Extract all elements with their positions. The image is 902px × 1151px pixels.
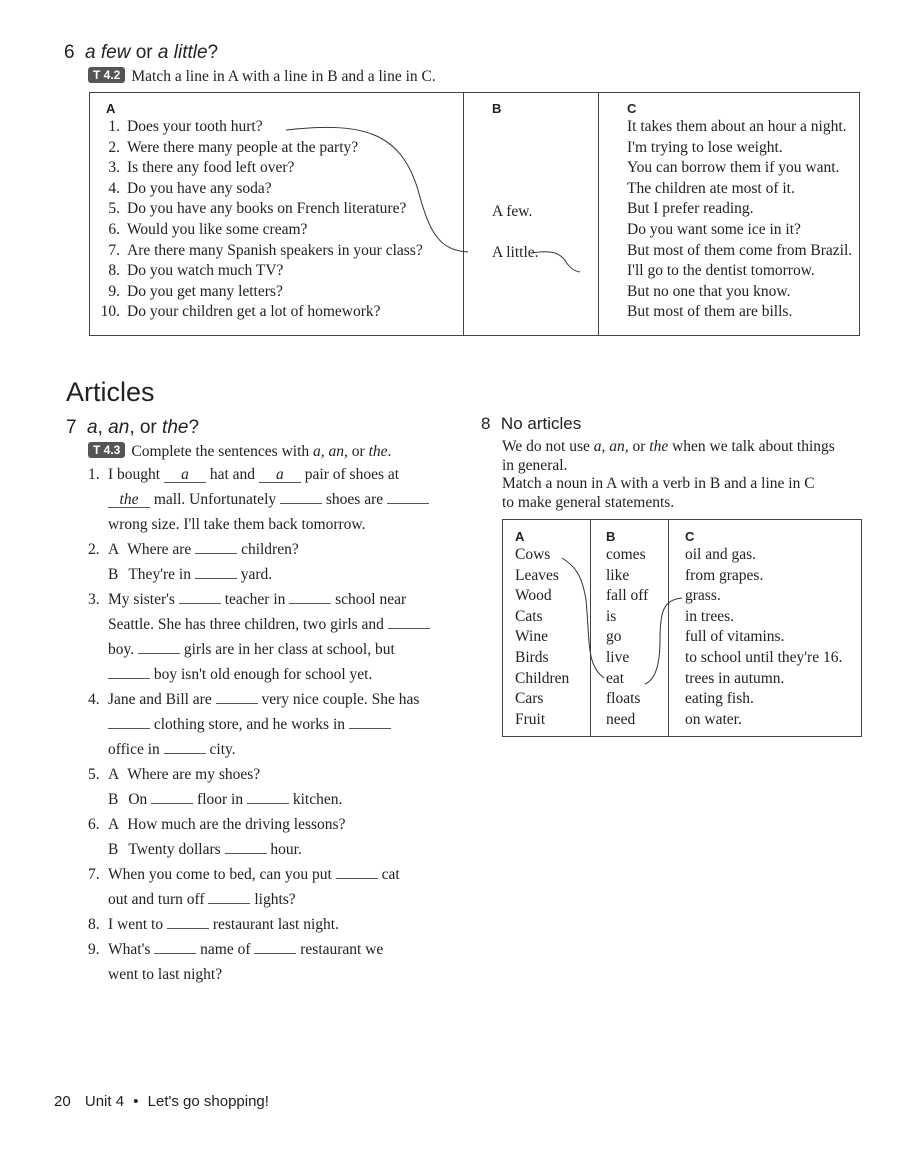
ex7-heading	[66, 417, 199, 439]
ex7-q7-text4: lights?	[250, 891, 296, 908]
speaker-a: A	[108, 541, 120, 558]
item-text: Wine	[515, 628, 548, 646]
ex7-q4-text3: clothing store, and he works in	[150, 716, 346, 733]
ex7-title-a: a	[87, 417, 98, 438]
item-number: 3.	[108, 159, 120, 177]
answer-blank[interactable]	[108, 666, 150, 679]
ex6-col-c	[599, 93, 860, 336]
ex7-q9-text3: restaurant we	[296, 941, 384, 958]
item-text: need	[606, 710, 636, 728]
ex8-p1-pre: We do not use	[502, 438, 594, 455]
ex7-q8-text1: I went to	[108, 916, 167, 933]
list-item	[606, 669, 668, 690]
list-item	[606, 627, 668, 648]
item-text: Wood	[515, 587, 552, 605]
ex7-q8-text2: restaurant last night.	[208, 916, 339, 933]
ex7-q4-text5: city.	[205, 741, 236, 758]
ex8-intro	[502, 438, 862, 512]
answer-blank[interactable]	[254, 941, 296, 954]
ex8-p1-or: or	[628, 438, 650, 455]
ex8-heading	[481, 414, 581, 434]
ex7-number: 7	[66, 417, 77, 438]
ex7-title-q: ?	[188, 417, 200, 438]
ex8-number: 8	[481, 414, 491, 433]
ex7-title-sep2: , or	[129, 417, 163, 438]
ex7-q4-number: 4.	[88, 691, 100, 708]
list-item	[606, 586, 668, 607]
ex6-table	[89, 92, 860, 336]
list-item	[606, 545, 668, 566]
answer-blank[interactable]	[280, 491, 322, 504]
list-item	[96, 179, 463, 200]
ex6-heading	[64, 42, 218, 64]
list-item	[627, 282, 859, 303]
list-item	[627, 241, 859, 262]
item-text: fall off	[606, 587, 649, 605]
answer-blank[interactable]	[336, 866, 378, 879]
ex7-instruction-a: a, an,	[313, 443, 348, 460]
list-item	[685, 669, 861, 690]
footer-bullet: •	[133, 1093, 139, 1110]
list-item	[515, 545, 590, 566]
list-item	[96, 117, 463, 138]
list-item	[515, 710, 590, 731]
ex7-q7-line1	[88, 866, 400, 884]
ex7-title-sep1: ,	[97, 417, 109, 438]
ex7-q1-line2	[108, 491, 429, 509]
item-text: eating fish.	[685, 690, 754, 708]
item-text: from grapes.	[685, 566, 764, 584]
ex7-q2-b-text2: yard.	[236, 566, 273, 583]
list-item	[515, 566, 590, 587]
ex6-title-or: or	[130, 42, 158, 63]
speaker-b: B	[108, 841, 119, 858]
unit-title: Let's go shopping!	[147, 1093, 269, 1110]
list-item	[627, 302, 859, 323]
item-text: Do you get many letters?	[127, 282, 283, 300]
ex7-q4-line3	[108, 741, 236, 759]
ex7-q5-line2	[108, 791, 342, 809]
item-text: live	[606, 648, 630, 666]
item-number: 5.	[108, 200, 120, 218]
ex6-b-item-2: A little.	[492, 244, 539, 261]
ex7-q7-number: 7.	[88, 866, 100, 883]
ex6-title-a: a few	[85, 42, 131, 63]
ex7-q5-b-text2: floor in	[193, 791, 247, 808]
ex7-q7-text2: cat	[377, 866, 400, 883]
item-text: Cows	[515, 546, 551, 563]
list-item	[685, 545, 861, 566]
ex7-q1-text1: I bought	[108, 466, 164, 483]
answer-blank[interactable]	[225, 841, 267, 854]
list-item	[685, 648, 861, 669]
ex8-intro-line1	[502, 438, 862, 457]
ex7-q6-line1	[88, 816, 345, 834]
ex7-q3-text5: boy.	[108, 641, 138, 658]
ex7-q4-line1	[88, 691, 419, 709]
item-text: grass.	[685, 587, 721, 605]
item-text: floats	[606, 690, 641, 708]
ex6-b-item-1: A few.	[492, 203, 533, 220]
ex6-title-q: ?	[207, 42, 219, 63]
item-text: You can borrow them if you want.	[627, 159, 840, 177]
item-text: Do you want some ice in it?	[627, 220, 801, 238]
item-text: in trees.	[685, 607, 735, 625]
ex7-q3-text2: teacher in	[220, 591, 290, 608]
item-number: 6.	[108, 220, 120, 238]
ex7-q1-text3: pair of shoes at	[300, 466, 400, 483]
ex7-q3-line4	[108, 666, 372, 684]
ex7-q3-number: 3.	[88, 591, 100, 608]
ex7-q4-text2: very nice couple. She has	[257, 691, 420, 708]
ex7-q4-line2	[108, 716, 391, 734]
item-text: like	[606, 566, 630, 584]
item-text: Cars	[515, 690, 544, 708]
list-item	[627, 261, 859, 282]
item-text: to school until they're 16.	[685, 648, 843, 666]
ex7-instruction-end: .	[387, 443, 392, 460]
list-item	[627, 138, 859, 159]
ex7-q2-b-text1: They're in	[128, 566, 195, 583]
ex7-q8-line1	[88, 916, 339, 934]
ex7-q8-number: 8.	[88, 916, 100, 933]
answer-blank[interactable]	[195, 566, 237, 579]
ex6-instruction: Match a line in A with a line in B and a line in C.	[131, 68, 436, 85]
answer-blank-filled[interactable]: a	[259, 468, 301, 483]
list-item	[627, 199, 859, 220]
ex7-q1-text2: hat and	[205, 466, 259, 483]
list-item	[96, 220, 463, 241]
ex7-q2-a-text2: children?	[237, 541, 299, 558]
ex7-q6-a-text: How much are the driving lessons?	[127, 816, 346, 833]
item-text: But most of them are bills.	[627, 303, 793, 321]
item-text: Cats	[515, 607, 543, 625]
list-item	[627, 220, 859, 241]
answer-blank[interactable]	[179, 591, 221, 604]
ex7-q5-b-text3: kitchen.	[288, 791, 343, 808]
ex7-title-an: an	[108, 417, 130, 438]
list-item	[606, 607, 668, 628]
list-item	[515, 586, 590, 607]
ex8-p1-a: a, an,	[593, 438, 629, 455]
list-item	[627, 117, 859, 138]
item-number: 7.	[108, 241, 120, 259]
ex7-q1-line3: wrong size. I'll take them back tomorrow.	[108, 516, 366, 533]
item-text: Birds	[515, 648, 549, 666]
page-number: 20	[54, 1093, 71, 1110]
ex7-q3-text1: My sister's	[108, 591, 179, 608]
answer-blank[interactable]	[349, 716, 391, 729]
ex7-q3-text3: school near	[331, 591, 407, 608]
item-text: oil and gas.	[685, 546, 757, 563]
ex7-q1-number: 1.	[88, 466, 100, 483]
ex7-q1-text5: shoes are	[322, 491, 387, 508]
ex7-q3-text6: girls are in her class at school, but	[180, 641, 395, 658]
ex7-q9-line2: went to last night?	[108, 966, 223, 983]
ex7-q5-b-text1: On	[128, 791, 152, 808]
item-text: eat	[606, 669, 625, 687]
item-text: Do you have any soda?	[127, 179, 272, 197]
answer-blank[interactable]	[208, 891, 250, 904]
answer-blank[interactable]	[289, 591, 331, 604]
item-text: Were there many people at the party?	[127, 138, 359, 156]
item-text: But no one that you know.	[627, 282, 791, 300]
page-footer	[54, 1093, 269, 1110]
ex7-q3-line2	[108, 616, 430, 634]
ex7-q2-number: 2.	[88, 541, 100, 558]
list-item	[685, 689, 861, 710]
ex7-q5-a-text: Where are my shoes?	[127, 766, 261, 783]
ex7-q9-line1	[88, 941, 383, 959]
item-text: Does your tooth hurt?	[127, 118, 263, 135]
list-item	[606, 566, 668, 587]
answer-blank[interactable]	[108, 716, 150, 729]
item-text: full of vitamins.	[685, 628, 785, 646]
ex7-instruction-pre: Complete the sentences with	[131, 443, 314, 460]
item-number: 8.	[108, 262, 120, 280]
list-item	[515, 648, 590, 669]
list-item	[685, 586, 861, 607]
ex8-col-c-head: C	[685, 529, 695, 544]
ex7-q5-number: 5.	[88, 766, 100, 783]
answer-blank[interactable]	[247, 791, 289, 804]
ex7-q1-line1	[88, 466, 399, 484]
ex8-intro-line4: to make general statements.	[502, 493, 675, 511]
ex7-q6-b-text1: Twenty dollars	[128, 841, 225, 858]
speaker-a: A	[108, 816, 120, 833]
ex8-col-b	[591, 520, 669, 737]
ex7-q2-a-text1: Where are	[127, 541, 196, 558]
ex7-title-the: the	[162, 417, 189, 438]
answer-blank[interactable]	[138, 641, 180, 654]
ex7-q9-text1: What's	[108, 941, 155, 958]
ex8-intro-line2: in general.	[502, 456, 568, 474]
ex8-title: No articles	[500, 414, 582, 433]
item-text: I'll go to the dentist tomorrow.	[627, 262, 815, 280]
ex7-q2-line2	[108, 566, 272, 584]
list-item	[606, 689, 668, 710]
unit-label: Unit 4	[84, 1093, 125, 1110]
answer-blank[interactable]	[164, 741, 206, 754]
item-text: trees in autumn.	[685, 669, 785, 687]
ex6-col-b	[464, 93, 599, 336]
audio-track-tag: T 4.2	[88, 67, 125, 83]
list-item	[515, 669, 590, 690]
list-item	[515, 607, 590, 628]
item-text: Leaves	[515, 566, 559, 584]
list-item	[96, 282, 463, 303]
ex7-q6-b-text2: hour.	[266, 841, 302, 858]
list-item	[96, 302, 463, 323]
item-number: 9.	[108, 282, 120, 300]
list-item	[96, 261, 463, 282]
item-text: The children ate most of it.	[627, 179, 795, 197]
ex6-col-b-head: B	[492, 101, 502, 116]
ex7-q7-line2	[108, 891, 296, 909]
item-number: 1.	[108, 118, 120, 135]
item-text: Would you like some cream?	[127, 220, 308, 238]
ex7-q6-number: 6.	[88, 816, 100, 833]
ex8-col-c	[669, 520, 862, 737]
item-text: go	[606, 628, 622, 646]
ex6-title-b: a little	[157, 42, 208, 63]
item-number: 4.	[108, 179, 120, 197]
item-number: 2.	[108, 138, 120, 156]
list-item	[606, 710, 668, 731]
ex7-instruction-line	[88, 442, 391, 461]
item-text: It takes them about an hour a night.	[627, 118, 847, 135]
list-item	[96, 158, 463, 179]
answer-blank[interactable]	[167, 916, 209, 929]
answer-blank[interactable]	[195, 541, 237, 554]
ex7-q3-text7: boy isn't old enough for school yet.	[150, 666, 373, 683]
ex7-q4-text1: Jane and Bill are	[108, 691, 216, 708]
list-item	[627, 179, 859, 200]
ex8-col-a	[503, 520, 591, 737]
ex7-q6-line2	[108, 841, 302, 859]
item-text: comes	[606, 546, 646, 563]
ex6-col-c-head: C	[627, 101, 637, 116]
ex7-instruction-the: the	[368, 443, 388, 460]
item-text: But I prefer reading.	[627, 200, 754, 218]
list-item	[685, 607, 861, 628]
list-item	[96, 199, 463, 220]
audio-track-tag-2: T 4.3	[88, 442, 125, 458]
ex7-q9-text2: name of	[196, 941, 255, 958]
ex7-q3-line3	[108, 641, 395, 659]
list-item	[606, 648, 668, 669]
item-text: Is there any food left over?	[127, 159, 295, 177]
ex8-col-a-head: A	[515, 529, 525, 544]
list-item	[685, 627, 861, 648]
list-item	[96, 138, 463, 159]
ex7-q7-text3: out and turn off	[108, 891, 209, 908]
ex7-q7-text1: When you come to bed, can you put	[108, 866, 336, 883]
ex6-instruction-line	[88, 67, 436, 86]
ex6-number: 6	[64, 42, 75, 63]
item-text: Do your children get a lot of homework?	[127, 303, 381, 321]
list-item	[515, 689, 590, 710]
list-item	[685, 566, 861, 587]
ex7-q4-text4: office in	[108, 741, 164, 758]
item-text: Do you have any books on French literature?	[127, 200, 407, 218]
answer-blank[interactable]	[216, 691, 258, 704]
answer-blank-filled[interactable]: a	[164, 468, 206, 483]
section-title-articles: Articles	[66, 377, 155, 407]
list-item	[627, 158, 859, 179]
item-text: Fruit	[515, 710, 546, 728]
item-text: is	[606, 607, 617, 625]
item-number: 10.	[100, 303, 120, 321]
item-text: on water.	[685, 710, 742, 728]
ex8-col-b-head: B	[606, 529, 616, 544]
ex8-p1-the: the	[649, 438, 669, 455]
ex7-q2-line1	[88, 541, 299, 559]
speaker-b: B	[108, 566, 119, 583]
speaker-b: B	[108, 791, 119, 808]
ex7-q1-text4: mall. Unfortunately	[150, 491, 280, 508]
item-text: Children	[515, 669, 570, 687]
list-item	[96, 241, 463, 262]
item-text: I'm trying to lose weight.	[627, 138, 783, 156]
ex7-q3-text4: Seattle. She has three children, two girls and	[108, 616, 388, 633]
ex7-instruction-or: or	[347, 443, 369, 460]
answer-blank[interactable]	[387, 491, 429, 504]
ex8-intro-line3: Match a noun in A with a verb in B and a line in C	[502, 475, 815, 492]
ex8-table	[502, 519, 862, 737]
answer-blank[interactable]	[154, 941, 196, 954]
item-text: Are there many Spanish speakers in your class?	[127, 241, 423, 259]
answer-blank[interactable]	[388, 616, 430, 629]
ex7-q5-line1	[88, 766, 260, 784]
list-item	[515, 627, 590, 648]
answer-blank-filled[interactable]: the	[108, 493, 150, 508]
item-text: Do you watch much TV?	[127, 262, 284, 280]
answer-blank[interactable]	[151, 791, 193, 804]
ex6-col-a-head: A	[106, 101, 116, 116]
ex7-q3-line1	[88, 591, 406, 609]
speaker-a: A	[108, 766, 120, 783]
ex8-p1-post: when we talk about things	[668, 438, 835, 455]
list-item	[685, 710, 861, 731]
ex6-col-a	[90, 93, 464, 336]
item-text: But most of them come from Brazil.	[627, 241, 853, 259]
ex7-q9-number: 9.	[88, 941, 100, 958]
